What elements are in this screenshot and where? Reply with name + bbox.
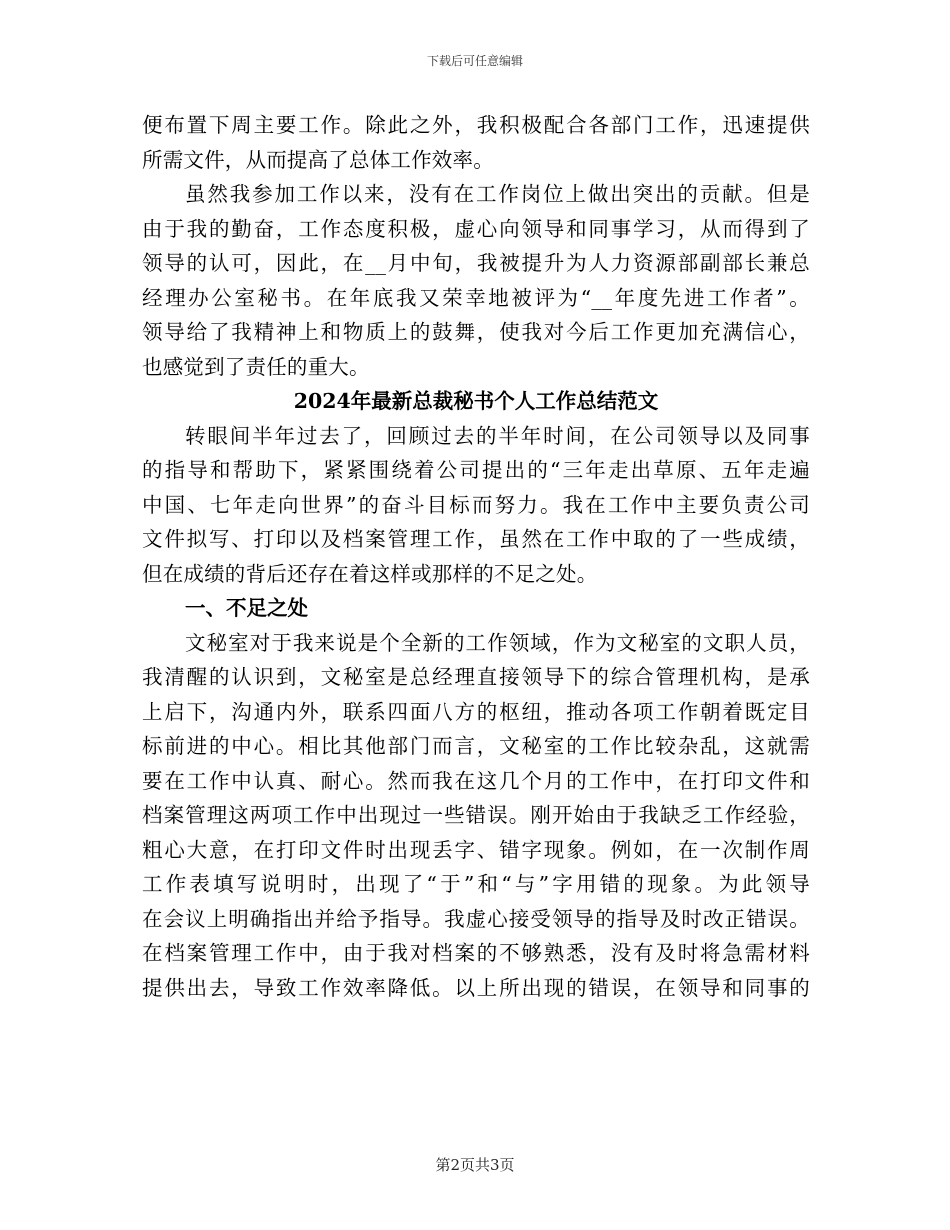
paragraph-line: 转眼间半年过去了，回顾过去的半年时间，在公司领导以及同事: [185, 423, 810, 448]
paragraph-line: 文件拟写、打印以及档案管理工作，虽然在工作中取的了一些成绩，: [142, 527, 810, 551]
paragraph-line: 档案管理这两项工作中出现过一些错误。刚开始由于我缺乏工作经验，: [142, 803, 810, 827]
paragraph-line: 我清醒的认识到，文秘室是总经理直接领导下的综合管理机构，是承: [142, 665, 810, 689]
paragraph-line: 在会议上明确指出并给予指导。我虚心接受领导的指导及时改正错误。: [142, 906, 810, 931]
page-header-note: 下载后可任意编辑: [426, 54, 523, 68]
paragraph-line: 中国、七年走向世界”的奋斗目标而努力。我在工作中主要负责公司: [142, 492, 810, 517]
paragraph-line: 要在工作中认真、耐心。然而我在这几个月的工作中，在打印文件和: [142, 768, 810, 793]
section-heading: 一、不足之处: [185, 596, 308, 620]
paragraph-line: 便布置下周主要工作。除此之外，我积极配合各部门工作，迅速提供: [142, 113, 810, 137]
paragraph-line: 但在成绩的背后还存在着这样或那样的不足之处。: [142, 561, 598, 586]
document-body: [142, 108, 810, 1005]
paragraph-line: 工作表填写说明时，出现了“于”和“与”字用错的现象。为此领导: [142, 872, 810, 896]
paragraph-line: 也感觉到了责任的重大。: [142, 354, 370, 379]
paragraph-line: 提供出去，导致工作效率降低。以上所出现的错误，在领导和同事的: [142, 975, 810, 1000]
paragraph-line: 在档案管理工作中，由于我对档案的不够熟悉，没有及时将急需材料: [142, 941, 810, 965]
paragraph-line: 经理办公室秘书。在年底我又荣幸地被评为“__年度先进工作者”。: [142, 285, 810, 310]
paragraph-line: 的指导和帮助下，紧紧围绕着公司提出的“三年走出草原、五年走遍: [142, 458, 810, 482]
paragraph-line: 所需文件，从而提高了总体工作效率。: [142, 147, 494, 172]
paragraph-line: 由于我的勤奋，工作态度积极，虚心向领导和同事学习，从而得到了: [142, 216, 810, 241]
paragraph-line: 领导的认可，因此，在__月中旬，我被提升为人力资源部副部长兼总: [142, 251, 810, 275]
paragraph-line: 标前进的中心。相比其他部门而言，文秘室的工作比较杂乱，这就需: [142, 734, 810, 758]
paragraph-line: 上启下，沟通内外，联系四面八方的枢纽，推动各项工作朝着既定目: [142, 699, 810, 724]
document-title: 2024年最新总裁秘书个人工作总结范文: [293, 389, 659, 413]
paragraph-line: 粗心大意，在打印文件时出现丢字、错字现象。例如，在一次制作周: [142, 837, 810, 862]
page-number: 第2页共3页: [435, 1156, 515, 1174]
paragraph-line: 虽然我参加工作以来，没有在工作岗位上做出突出的贡献。但是: [185, 182, 810, 206]
paragraph-line: 领导给了我精神上和物质上的鼓舞，使我对今后工作更加充满信心，: [142, 320, 810, 344]
paragraph-line: 文秘室对于我来说是个全新的工作领域，作为文秘室的文职人员，: [185, 630, 810, 655]
